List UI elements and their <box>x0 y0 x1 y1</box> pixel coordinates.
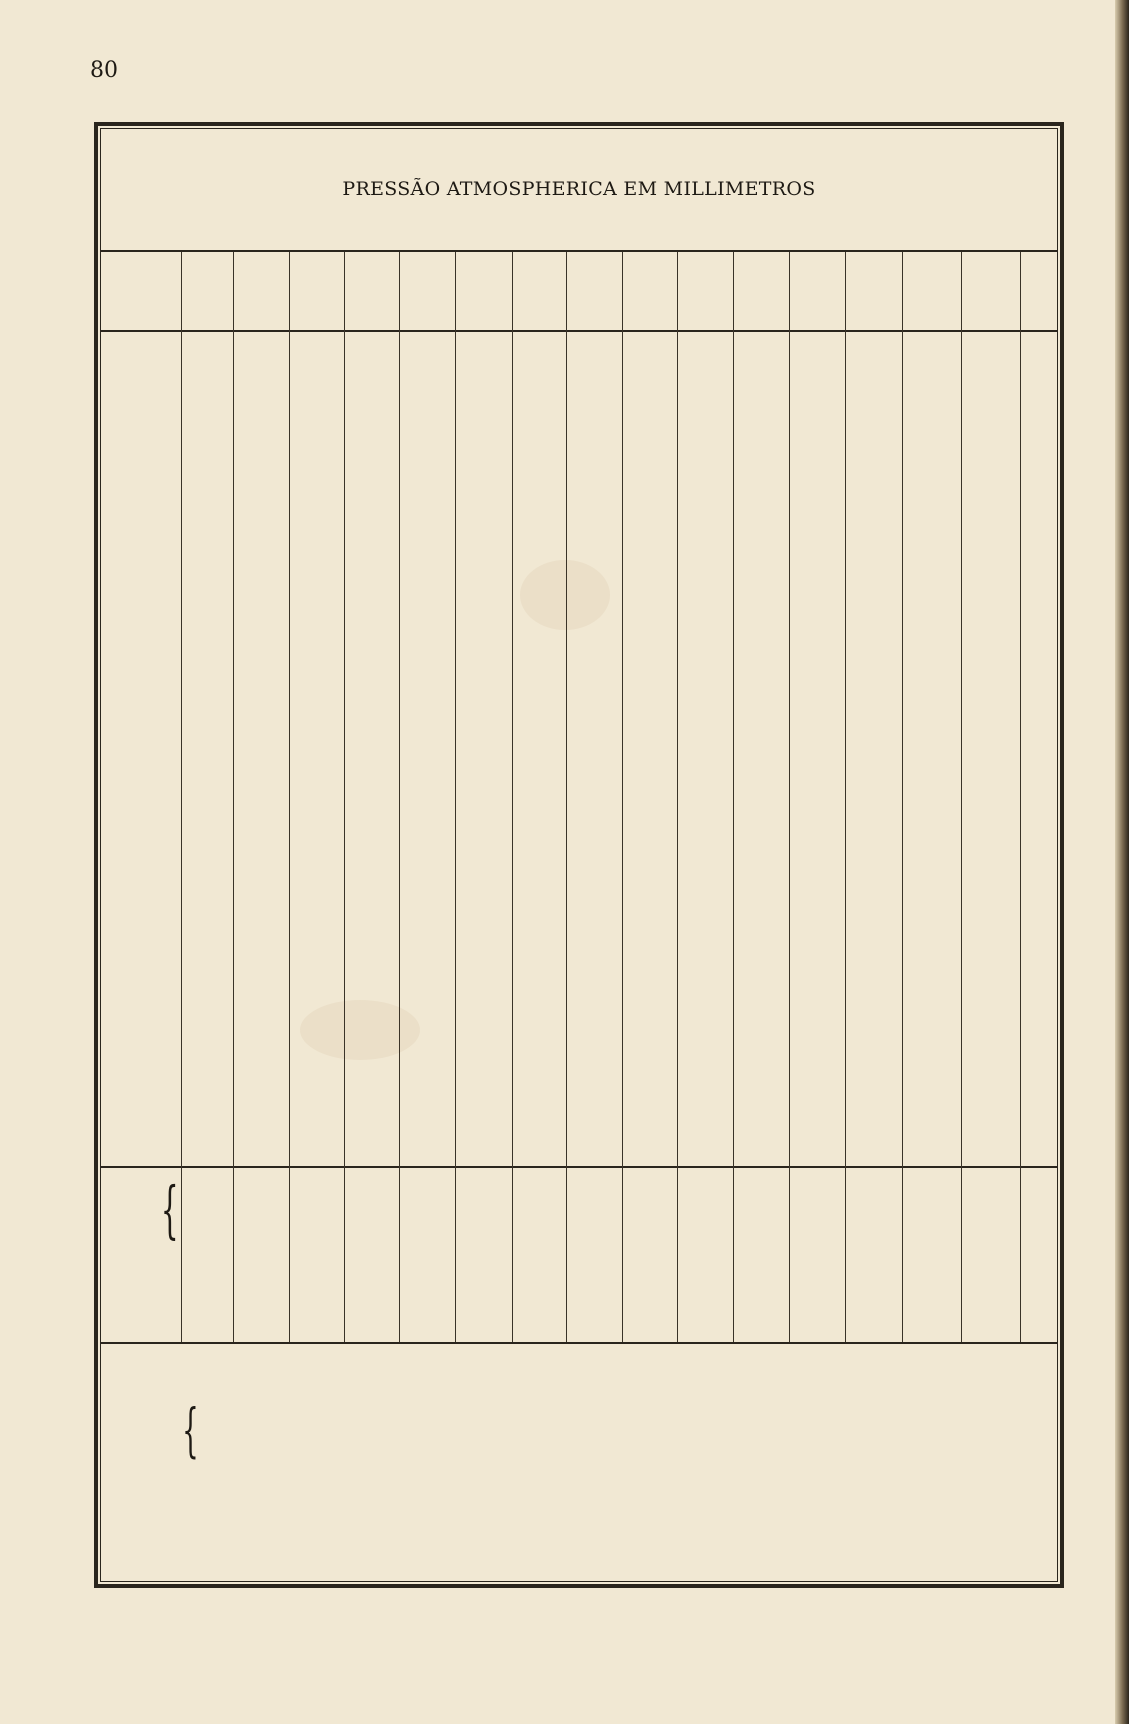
page-number: 80 <box>90 58 118 83</box>
column-divider <box>733 252 734 1342</box>
column-divider <box>1020 252 1021 1342</box>
table-title: PRESSÃO ATMOSPHERICA EM MILLIMETROS <box>342 178 816 200</box>
header-bottom-rule <box>100 330 1058 332</box>
table-frame-inner <box>100 128 1058 1582</box>
column-divider <box>622 252 623 1342</box>
header-top-rule <box>100 250 1058 252</box>
column-divider <box>566 252 567 1342</box>
column-divider <box>289 252 290 1342</box>
column-divider <box>902 252 903 1342</box>
extremes-brace: { <box>182 1396 199 1464</box>
page-edge <box>1115 0 1129 1724</box>
column-divider <box>845 252 846 1342</box>
column-divider <box>789 252 790 1342</box>
column-divider <box>233 252 234 1342</box>
column-divider <box>455 252 456 1342</box>
decades-brace: { <box>160 1173 179 1246</box>
column-divider <box>677 252 678 1342</box>
decades-bottom-rule <box>100 1342 1058 1344</box>
body-bottom-rule <box>100 1166 1058 1168</box>
column-divider <box>399 252 400 1342</box>
column-divider <box>181 252 182 1342</box>
column-divider <box>344 252 345 1342</box>
column-divider <box>512 252 513 1342</box>
column-divider <box>961 252 962 1342</box>
